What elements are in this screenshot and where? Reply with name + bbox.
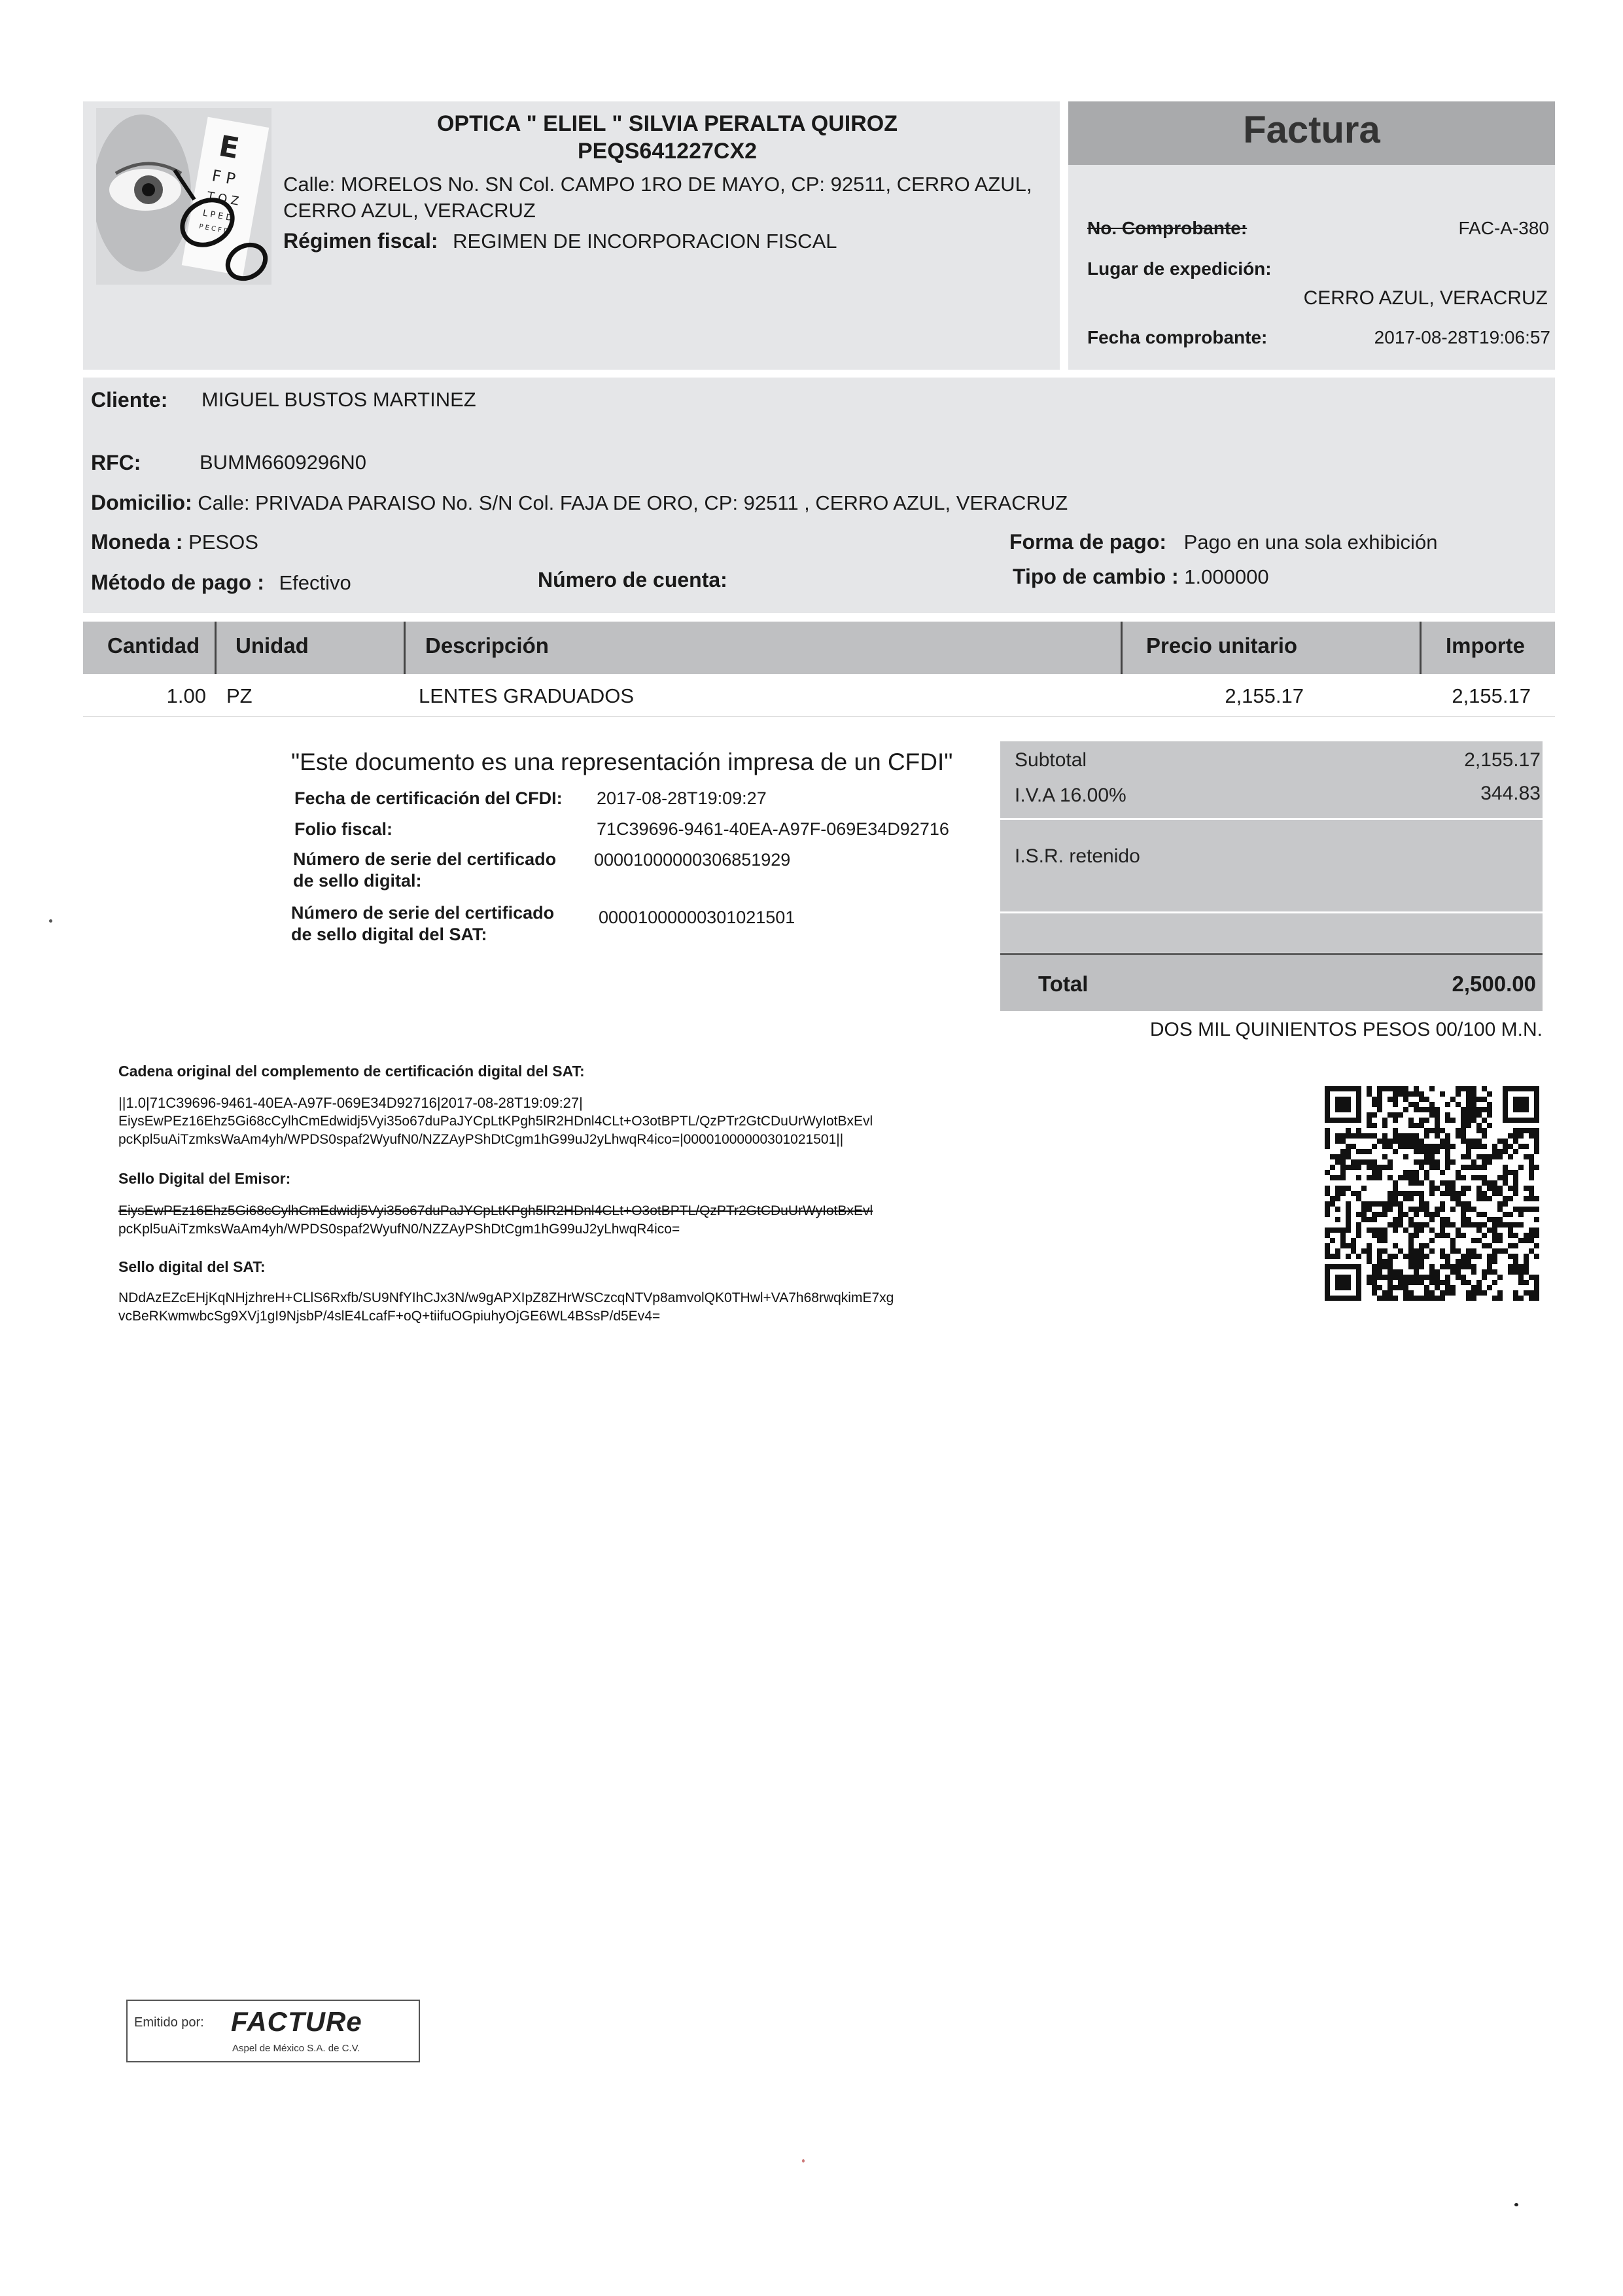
scan-speck xyxy=(802,2159,805,2163)
cuenta-label: Número de cuenta: xyxy=(538,568,727,592)
tipo-label: Tipo de cambio : xyxy=(1013,565,1179,588)
lugar-label: Lugar de expedición: xyxy=(1087,258,1272,279)
company-rfc: PEQS641227CX2 xyxy=(577,139,758,164)
domicilio-label: Domicilio: xyxy=(91,491,192,514)
total-value: 2,500.00 xyxy=(1452,972,1536,996)
facture-logo: FACTURe xyxy=(231,2006,362,2037)
scan-speck xyxy=(1514,2203,1518,2206)
company-address-line2: CERRO AZUL, VERACRUZ xyxy=(283,199,536,222)
moneda-value: PESOS xyxy=(188,531,258,554)
iva-value: 344.83 xyxy=(1480,783,1541,804)
column-divider xyxy=(215,622,217,674)
total-label: Total xyxy=(1038,972,1089,996)
tipo-value: 1.000000 xyxy=(1184,565,1269,588)
tipo-cambio xyxy=(1013,565,1269,589)
optica-logo xyxy=(96,108,271,285)
folio-label: Folio fiscal: xyxy=(294,819,393,839)
col-header-importe: Importe xyxy=(1446,633,1526,658)
cell-cantidad: 1.00 xyxy=(166,684,206,707)
metodo-label: Método de pago : xyxy=(91,571,264,594)
col-header-cantidad: Cantidad xyxy=(107,633,200,658)
cell-precio: 2,155.17 xyxy=(1225,684,1304,707)
moneda xyxy=(91,530,258,554)
iva-label: I.V.A 16.00% xyxy=(1015,785,1126,806)
forma-pago xyxy=(1009,530,1437,554)
serie-sat-value: 00001000000301021501 xyxy=(599,908,795,927)
table-row xyxy=(83,674,1555,717)
scan-speck xyxy=(49,919,52,923)
svg-text:F P: F P xyxy=(210,166,237,189)
cadena-label: Cadena original del complemento de certificación digital del SAT: xyxy=(118,1063,585,1080)
row-divider xyxy=(83,716,1555,717)
cadena-line3: pcKpl5uAiTzmksWaAm4yh/WPDS0spaf2WyufN0/NZZAyPShDtCgm1hG99uJ2yLhwqR4ico=|00001000000301021501|| xyxy=(118,1132,844,1147)
svg-text:E: E xyxy=(216,129,242,166)
col-header-descripcion: Descripción xyxy=(425,633,549,658)
cert-date-label: Fecha de certificación del CFDI: xyxy=(294,788,563,808)
emitido-label: Emitido por: xyxy=(134,2015,204,2030)
cadena-line2: EiysEwPEz16Ehz5Gi68cCylhCmEdwidj5Vyi35o67duPaJYCpLtKPgh5lR2HDnl4CLt+O3otBPTL/QzPTr2GtCDuUrWyIotBxEvl xyxy=(118,1114,873,1129)
company-address-line1: Calle: MORELOS No. SN Col. CAMPO 1RO DE MAYO, CP: 92511, CERRO AZUL, xyxy=(283,173,1032,196)
isr-label: I.S.R. retenido xyxy=(1015,845,1140,867)
cert-date-value: 2017-08-28T19:09:27 xyxy=(597,788,767,808)
totals-spacer-box xyxy=(1000,913,1543,953)
subtotal-value: 2,155.17 xyxy=(1464,749,1541,771)
fecha-value: 2017-08-28T19:06:57 xyxy=(1374,327,1550,347)
column-divider xyxy=(404,622,406,674)
amount-in-words: DOS MIL QUINIENTOS PESOS 00/100 M.N. xyxy=(1149,1019,1543,1040)
domicilio-value: Calle: PRIVADA PARAISO No. S/N Col. FAJA DE ORO, CP: 92511 , CERRO AZUL, VERACRUZ xyxy=(198,491,1068,514)
comprobante-label: No. Comprobante: xyxy=(1087,218,1248,238)
moneda-label: Moneda : xyxy=(91,530,183,554)
svg-text:T O Z: T O Z xyxy=(205,189,240,209)
folio-value: 71C39696-9461-40EA-A97F-069E34D92716 xyxy=(597,819,949,839)
factura-title: Factura xyxy=(1243,109,1380,151)
emisor-line1: EiysEwPEz16Ehz5Gi68cCylhCmEdwidj5Vyi35o67duPaJYCpLtKPgh5lR2HDnl4CLt+O3otBPTL/QzPTr2GtCDuUrWyIotBxEvl xyxy=(118,1203,873,1218)
serie-sat-label-1: Número de serie del certificado xyxy=(291,903,555,923)
col-header-unidad: Unidad xyxy=(236,633,309,658)
emisor-label: Sello Digital del Emisor: xyxy=(118,1170,291,1187)
issuer-badge xyxy=(126,2000,420,2062)
cadena-line1: ||1.0|71C39696-9461-40EA-A97F-069E34D92716|2017-08-28T19:09:27| xyxy=(118,1095,583,1111)
sat-line1: NDdAzEZcEHjKqNHjzhreH+CLlS6Rxfb/SU9NfYIhCJx3N/w9gAPXIpZ8ZHrWSCzcqNTVp8amvolQK0THwl+VA7h68rwqkimE7xg xyxy=(118,1290,894,1305)
serie-label-1: Número de serie del certificado xyxy=(293,849,557,869)
col-header-precio: Precio unitario xyxy=(1146,633,1298,658)
forma-label: Forma de pago: xyxy=(1009,530,1167,554)
cliente-value: MIGUEL BUSTOS MARTINEZ xyxy=(201,388,476,411)
cliente-label: Cliente: xyxy=(91,388,168,412)
sat-line2: vcBeRKwmwbcSg9XVj1gI9NjsbP/4slE4LcafF+oQ+tiifuOGpiuhyOjGE6WL4BSsP/d5Ev4= xyxy=(118,1309,661,1324)
svg-text:P E C F D: P E C F D xyxy=(198,222,230,236)
company-name: OPTICA " ELIEL " SILVIA PERALTA QUIROZ xyxy=(436,111,898,136)
column-divider xyxy=(1121,622,1123,674)
regimen-value: REGIMEN DE INCORPORACION FISCAL xyxy=(453,230,837,253)
regimen-fiscal xyxy=(283,228,837,255)
subtotal-label: Subtotal xyxy=(1015,749,1087,771)
cell-importe: 2,155.17 xyxy=(1452,684,1531,707)
sat-label: Sello digital del SAT: xyxy=(118,1258,266,1275)
domicilio xyxy=(91,491,1068,515)
fecha-label: Fecha comprobante: xyxy=(1087,327,1268,347)
metodo-pago xyxy=(91,571,351,595)
brand-sub: Aspel de México S.A. de C.V. xyxy=(232,2043,360,2054)
cell-unidad: PZ xyxy=(226,684,253,707)
forma-value: Pago en una sola exhibición xyxy=(1183,531,1438,554)
column-divider xyxy=(1420,622,1422,674)
serie-label-2: de sello digital: xyxy=(293,871,422,891)
regimen-label: Régimen fiscal: xyxy=(283,229,438,253)
rfc-value: BUMM6609296N0 xyxy=(200,451,367,474)
svg-text:L P E D: L P E D xyxy=(201,208,234,224)
serie-value: 00001000000306851929 xyxy=(594,850,791,870)
rfc-label: RFC: xyxy=(91,451,141,474)
cell-descripcion: LENTES GRADUADOS xyxy=(419,684,635,707)
serie-sat-label-2: de sello digital del SAT: xyxy=(291,925,487,944)
lugar-value: CERRO AZUL, VERACRUZ xyxy=(1303,287,1548,309)
metodo-value: Efectivo xyxy=(279,571,351,594)
comprobante-value: FAC-A-380 xyxy=(1458,218,1549,238)
qr-code xyxy=(1325,1086,1539,1301)
cfdi-notice: "Este documento es una representación impresa de un CFDI" xyxy=(291,749,953,775)
emisor-line2: pcKpl5uAiTzmksWaAm4yh/WPDS0spaf2WyufN0/NZZAyPShDtCgm1hG99uJ2yLhwqR4ico= xyxy=(118,1222,680,1237)
